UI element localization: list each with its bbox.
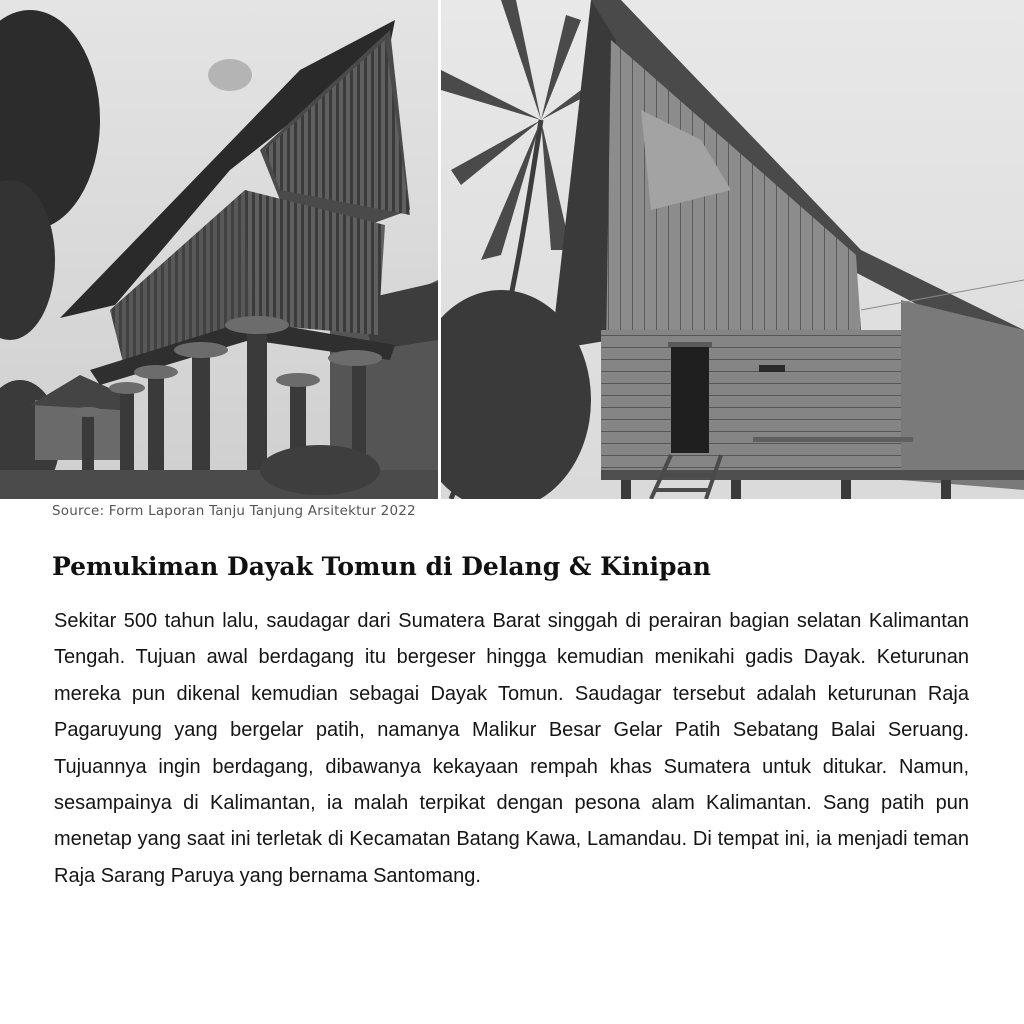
- article-body: Sekitar 500 tahun lalu, saudagar dari Sumatera Barat singgah di perairan bagian selatan Kalimantan Tengah. Tujuan awal berdagang itu bergeser hingga kemudian menikahi gadis Dayak. Keturunan mereka pun dikenal kemudian sebagai Dayak Tomun. Saudagar tersebut adalah keturunan Raja Pagaruyung yang bergelar patih, namanya Malikur Besar Gelar Patih Sebatang Balai Seruang. Tujuannya ingin berdagang, dibawanya kekayaan rempah khas Sumatera untuk ditukar. Namun, sesampainya di Kalimantan, ia malah terpikat dengan pesona alam Kalimantan. Sang patih pun menetap yang saat ini terletak di Kecamatan Batang Kawa, Lamandau. Di tempat ini, ia menjadi teman Raja Sarang Paruya yang bernama Santomang.: [54, 610, 969, 887]
- photo-source-caption: Source: Form Laporan Tanju Tanjung Arsitektur 2022: [52, 503, 416, 519]
- longhouse-photo-image: [441, 0, 1024, 499]
- granary-on-stilts-photo: [0, 0, 438, 499]
- photo-row: [0, 0, 1024, 499]
- longhouse-photo: [441, 0, 1024, 499]
- granary-photo: [0, 0, 438, 499]
- article-title: Pemukiman Dayak Tomun di Delang & Kinipan: [52, 552, 711, 581]
